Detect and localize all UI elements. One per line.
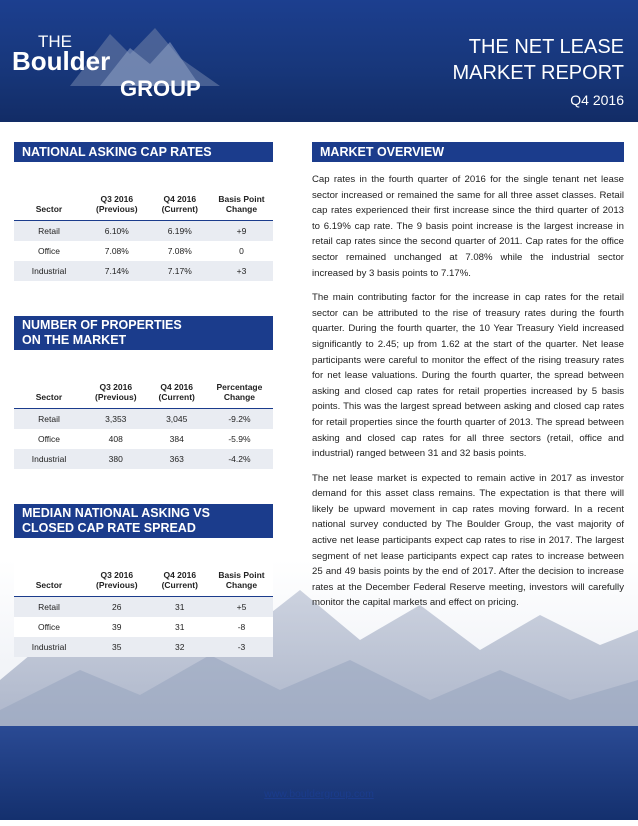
market-overview-heading: [312, 142, 624, 162]
table-cell: 6.10%: [84, 221, 150, 242]
table-cell: 31: [150, 597, 210, 618]
table-row: [14, 221, 273, 242]
overview-paragraph: The main contributing factor for the increase in cap rates for the retail sector can be attributed to the rise of treasury rates during the fourth quarter. During the fourth quarter, the 10 Year Treasury Yield increased significantly to 2.45; up from 1.62 at the start of the quarter. Net lease participants were careful to monitor the effect of the rising treasury rates for net lease valuations. During the fourth quarter, the spread between asking and closed cap rates for retail properties increased by 5 basis points. This was the largest spread between asking and closed cap rates for retail properties since the fourth quarter of 2013. The spread between asking and closed cap rates for all three sectors (retail, office and industrial) ranged between 31 and 32 basis points.: [312, 292, 624, 460]
table-row: [14, 617, 273, 637]
table-row: [14, 597, 273, 618]
national-cap-rates-heading-text: NATIONAL ASKING CAP RATES: [22, 144, 212, 159]
column-header: Q3 2016 (Previous): [96, 194, 138, 214]
table-cell: Office: [37, 246, 61, 256]
table-cell: 408: [108, 434, 123, 444]
table-cell: Industrial: [14, 261, 84, 281]
column-header: Sector: [35, 204, 63, 214]
properties-heading-line2: ON THE MARKET: [22, 333, 127, 347]
table-row: [14, 637, 273, 657]
table-cell: Office: [37, 622, 61, 632]
table-cell: 7.08%: [167, 246, 192, 256]
table-header-row: [14, 174, 273, 221]
table-cell: 35: [84, 637, 150, 657]
national-cap-rates-heading: [14, 142, 273, 162]
table-cell: 3,045: [148, 409, 206, 430]
column-header: Q4 2016 (Current): [161, 194, 198, 214]
company-logo: [12, 26, 212, 106]
table-cell: 384: [169, 434, 184, 444]
column-header: Q3 2016 (Previous): [94, 382, 137, 402]
spread-heading: [14, 504, 273, 538]
table-cell: 32: [150, 637, 210, 657]
column-header: Percentage Change: [216, 382, 263, 402]
table-cell: +3: [210, 261, 273, 281]
table-cell: 7.08%: [104, 246, 129, 256]
table-cell: 6.19%: [150, 221, 210, 242]
table-cell: -5.9%: [228, 434, 251, 444]
table-cell: 3,353: [84, 409, 148, 430]
properties-heading: [14, 316, 273, 350]
table-cell: 31: [175, 622, 185, 632]
spread-heading-line1: MEDIAN NATIONAL ASKING VS: [22, 506, 210, 520]
table-cell: 0: [239, 246, 244, 256]
logo-boulder-text: Boulder: [12, 46, 111, 76]
logo-the-text: THE: [38, 32, 72, 51]
column-header: Q3 2016 (Previous): [96, 570, 138, 590]
column-header: Basis Point Change: [218, 194, 265, 214]
table-cell: 7.17%: [150, 261, 210, 281]
table-cell: 39: [112, 622, 122, 632]
properties-heading-line1: NUMBER OF PROPERTIES: [22, 318, 182, 332]
table-row: [14, 409, 273, 430]
table-cell: 363: [148, 449, 206, 469]
overview-paragraph: Cap rates in the fourth quarter of 2016 for the single tenant net lease sector increased or remained the same for all three asset classes. Retail cap rates experienced their first increase since the third quarter of 2013 to 6.19% cap rate. The 9 basis point increase is the largest increase in retail cap rates since the second quarter of 2011. Cap rates for the office sector remained unchanged at 7.08% while the industrial sector increased by 3 basis points to 7.17%.: [312, 174, 624, 279]
column-header: Q4 2016 (Current): [161, 570, 198, 590]
table-cell: Retail: [14, 221, 84, 242]
table-cell: Retail: [14, 409, 84, 430]
table-cell: +9: [210, 221, 273, 242]
table-row: [14, 261, 273, 281]
market-overview-body: [312, 172, 624, 620]
table-cell: -4.2%: [206, 449, 273, 469]
table-cell: 7.14%: [84, 261, 150, 281]
table-cell: -8: [237, 622, 246, 632]
table-cell: 380: [84, 449, 148, 469]
table-cell: +5: [210, 597, 273, 618]
website-link[interactable]: www.bouldergroup.com: [264, 788, 374, 800]
table-cell: -9.2%: [206, 409, 273, 430]
table-cell: Office: [37, 434, 61, 444]
overview-paragraph: The net lease market is expected to remain active in 2017 as investor demand for this asset class remains. The expectation is that there will likely be upward movement in cap rates moving forward. In a recent national survey conducted by The Boulder Group, the vast majority of active net lease participants expect cap rates to rise in 2017. The largest segment of net lease participants expect cap rates to increase between 25 and 49 basis points by the end of 2017. After the decision to increase rates at the December Federal Reserve meeting, investors will carefully monitor the capital markets and effect on pricing.: [312, 472, 624, 609]
properties-table: [14, 362, 273, 469]
report-title: [452, 34, 624, 86]
table-header-row: [14, 362, 273, 409]
report-header: [0, 0, 638, 122]
logo-group-text: GROUP: [120, 76, 201, 101]
table-cell: 26: [84, 597, 150, 618]
report-title-line1: THE NET LEASE: [468, 36, 624, 58]
table-cell: Retail: [14, 597, 84, 618]
spread-heading-line2: CLOSED CAP RATE SPREAD: [22, 521, 196, 535]
table-cell: -3: [210, 637, 273, 657]
spread-table: [14, 550, 273, 657]
national-cap-rates-table: [14, 174, 273, 281]
table-cell: Industrial: [14, 449, 84, 469]
table-header-row: [14, 550, 273, 597]
column-header: Sector: [35, 392, 63, 402]
report-title-line2: MARKET REPORT: [452, 62, 624, 84]
report-quarter: Q4 2016: [570, 92, 624, 108]
table-row: [14, 449, 273, 469]
column-header: Q4 2016 (Current): [158, 382, 195, 402]
table-row: [14, 429, 273, 449]
market-overview-heading-text: MARKET OVERVIEW: [320, 144, 445, 159]
column-header: Basis Point Change: [218, 570, 265, 590]
table-cell: Industrial: [14, 637, 84, 657]
column-header: Sector: [35, 580, 63, 590]
table-row: [14, 241, 273, 261]
